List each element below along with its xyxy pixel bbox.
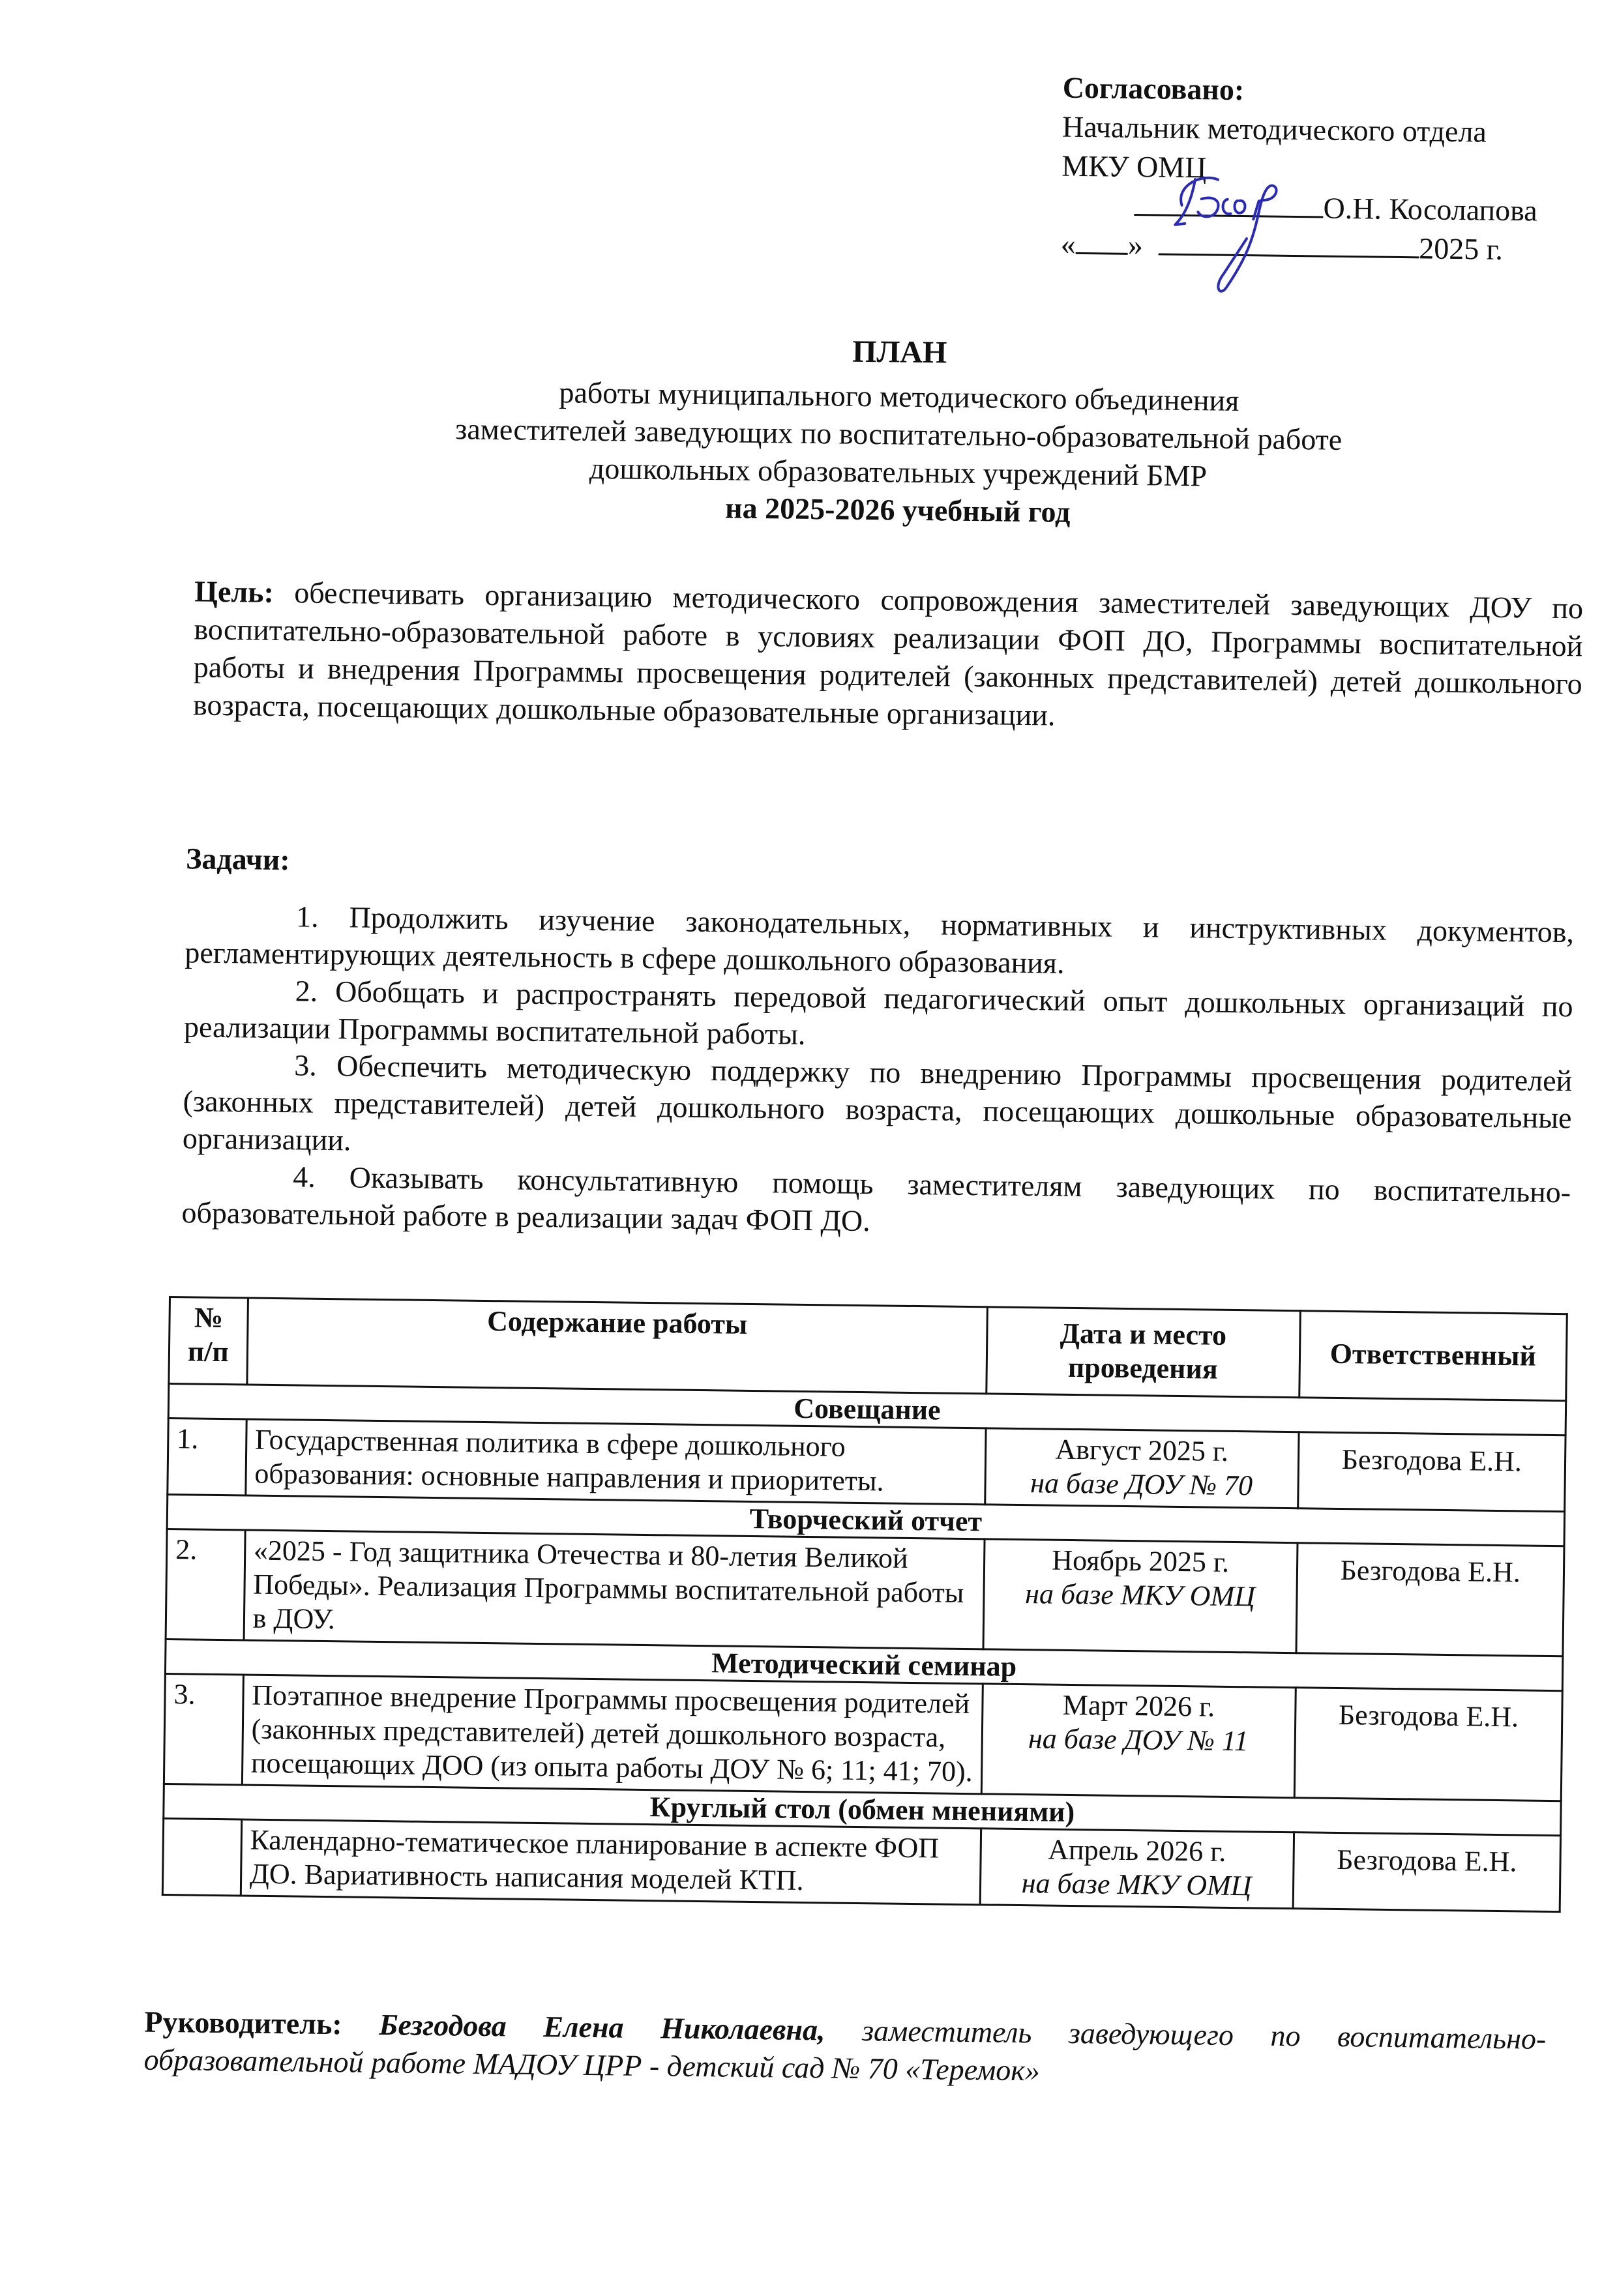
header-content: Содержание работы <box>247 1298 987 1394</box>
row-responsible: Безгодова Е.Н. <box>1294 1688 1563 1801</box>
title-line-3: дошкольных образовательных учреждений БМР <box>589 451 1208 493</box>
row-number: 2. <box>166 1529 245 1640</box>
approval-position-line2: МКУ ОМЦ <box>1061 149 1207 184</box>
leader-paragraph <box>143 2003 1546 2096</box>
handwritten-signature-icon <box>1155 159 1300 298</box>
section-title: Творческий отчет <box>167 1495 1564 1546</box>
section-title: Методический семинар <box>165 1640 1562 1691</box>
row-number <box>162 1818 241 1895</box>
goal-paragraph <box>193 572 1584 741</box>
row-place: на базе МКУ ОМЦ <box>1021 1867 1252 1902</box>
row-place: на базе ДОУ № 11 <box>1028 1722 1249 1758</box>
work-plan-table <box>162 1296 1568 1913</box>
day-blank <box>1076 226 1129 255</box>
signature-line <box>1061 186 1603 231</box>
header-responsible: Ответственный <box>1299 1311 1567 1401</box>
header-number-symbol: № <box>194 1301 224 1334</box>
leader-label: Руководитель: <box>144 2005 343 2041</box>
task-item: 4. Оказывать консультативную помощь заместителям заведующих по воспитательно-образовательной работе в реализации задач ФОП ДО. <box>181 1160 1571 1238</box>
leader-name: Безгодова Елена Николаевна, <box>379 2008 825 2047</box>
approval-position-line1: Начальник методического отдела <box>1061 110 1487 149</box>
row-number: 1. <box>168 1419 246 1495</box>
row-place: на базе ДОУ № 70 <box>1030 1467 1253 1502</box>
approval-date-line <box>1060 225 1602 271</box>
row-date: Март 2026 г. <box>1062 1688 1215 1723</box>
row-responsible: Безгодова Е.Н. <box>1298 1432 1565 1512</box>
row-date-place <box>983 1539 1298 1653</box>
task-item: 1. Продолжить изучение законодательных, нормативных и инструктивных документов, регламентирующих деятельность в сфере дошкольного образования. <box>185 900 1575 980</box>
row-content: Поэтапное внедрение Программы просвещения родителей (законных представителей) детей дошкольного возраста, посещающих ДОО (из опыта работы ДОУ № 6; 11; 41; 70). <box>242 1675 983 1794</box>
leader-description: заместитель заведующего по воспитательно-образовательной работе МАДОУ ЦРР - детский сад № 70 «Теремок» <box>143 2014 1547 2087</box>
goal-label: Цель: <box>194 574 274 609</box>
header-date-place: Дата и место проведения <box>986 1307 1299 1398</box>
approval-signer: О.Н. Косолапова <box>1323 191 1538 228</box>
section-title: Совещание <box>168 1384 1565 1435</box>
row-date: Апрель 2026 г. <box>1048 1833 1226 1868</box>
section-title: Круглый стол (обмен мнениями) <box>164 1784 1561 1835</box>
row-date-place <box>981 1684 1296 1798</box>
row-content: Государственная политика в сфере дошкольного образования: основные направления и приоритеты. <box>246 1419 986 1505</box>
table-header-row <box>169 1297 1567 1401</box>
tasks-heading: Задачи: <box>185 842 291 877</box>
task-item: 2. Обобщать и распространять передовой педагогический опыт дошкольных организаций по реализации Программы воспитательной работы. <box>183 974 1573 1051</box>
title-academic-year: на 2025-2026 учебный год <box>724 491 1071 529</box>
tasks-section <box>181 840 1575 1248</box>
header-number-abbr: п/п <box>187 1335 230 1368</box>
row-place: на базе МКУ ОМЦ <box>1024 1578 1256 1613</box>
row-responsible: Безгодова Е.Н. <box>1296 1543 1564 1656</box>
header-number <box>169 1297 248 1385</box>
row-date: Август 2025 г. <box>1055 1433 1229 1467</box>
task-item: 3. Обеспечить методическую поддержку по внедрению Программы просвещения родителей (законных представителей) детей дошкольного возраста, посещающих дошкольные образовательные организации. <box>182 1048 1573 1157</box>
document-title: ПЛАН <box>852 334 947 370</box>
row-content: «2025 - Год защитника Отечества и 80-летия Великой Победы». Реализация Программы воспитательной работы в ДОУ. <box>244 1530 985 1649</box>
goal-text: обеспечивать организацию методического сопровождения заместителей заведующих ДОУ по воспитательно-образовательной работе в условиях реализации ФОП ДО, Программы воспитательной работы и внедрения Программы просвещения родителей (законных представителей) детей дошкольного возраста, посещающих дошкольные образовательные организации. <box>192 576 1584 732</box>
date-close-quote: » <box>1127 228 1144 262</box>
table-row <box>162 1818 1560 1911</box>
approval-year: 2025 г. <box>1418 231 1504 266</box>
title-line-1: работы муниципального методического объединения <box>559 375 1239 417</box>
row-date-place <box>980 1829 1294 1909</box>
row-content: Календарно-тематическое планирование в аспекте ФОП ДО. Вариативность написания моделей КТП. <box>241 1819 981 1905</box>
table-row <box>164 1674 1562 1801</box>
document-title-block <box>203 325 1595 538</box>
row-date-place <box>985 1428 1298 1509</box>
row-responsible: Безгодова Е.Н. <box>1293 1832 1561 1912</box>
title-line-2: заместителей заведующих по воспитательно-образовательной работе <box>454 412 1343 456</box>
row-date: Ноябрь 2025 г. <box>1052 1544 1230 1578</box>
date-open-quote: « <box>1060 227 1076 261</box>
approval-block <box>1060 68 1604 271</box>
table-row <box>166 1529 1564 1656</box>
row-number: 3. <box>164 1674 243 1785</box>
approval-heading: Согласовано: <box>1062 70 1245 107</box>
